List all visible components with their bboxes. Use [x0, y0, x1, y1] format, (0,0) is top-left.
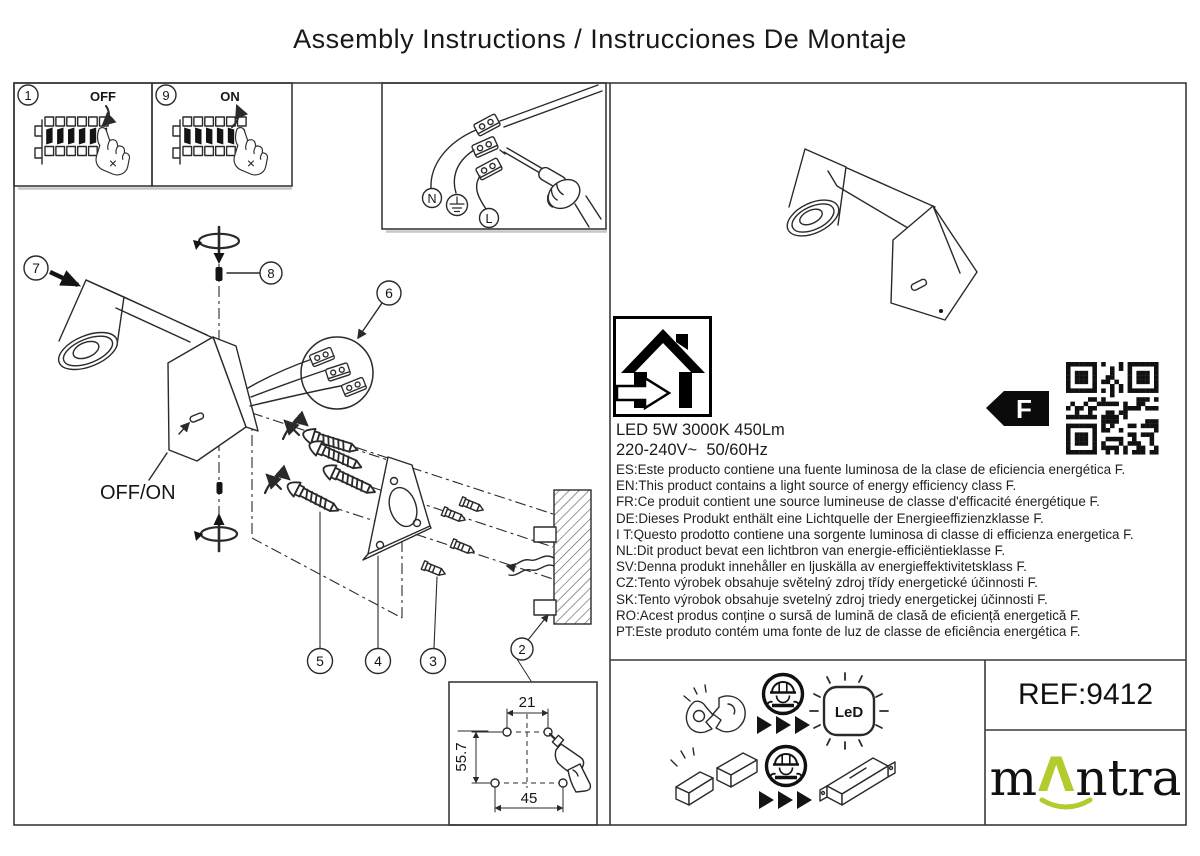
wall-section	[507, 490, 591, 624]
switch-label: OFF/ON	[100, 482, 176, 504]
screw-icon	[284, 478, 341, 518]
brand-m: m	[989, 748, 1038, 807]
twist-icon	[265, 475, 289, 493]
step1-off-label: OFF	[90, 89, 116, 104]
part6-number: 6	[385, 285, 393, 301]
step9-on-label: ON	[220, 89, 240, 104]
led-driver-icon	[820, 758, 895, 805]
indoor-use-icon	[615, 318, 711, 416]
qr-code	[1066, 362, 1159, 455]
drilling-template	[453, 694, 590, 812]
step9-number: 9	[162, 88, 170, 103]
energy-language-block	[616, 462, 1182, 640]
hand-icon	[234, 128, 267, 175]
broken-led-icon	[684, 685, 745, 733]
step9-breaker-on-panel	[156, 85, 267, 175]
wall-plug-icon	[421, 561, 447, 578]
part4-number: 4	[374, 653, 382, 669]
terminal-block-icon	[325, 363, 351, 382]
lang-line-ro: RO:Acest produs conține o sursă de lumină de clasă de eficiență energetică F.	[616, 607, 1081, 623]
brand-ntra: ntra	[1075, 748, 1182, 807]
lang-line-de: DE:Dieses Produkt enthält eine Lichtquelle der Energieeffizienzklasse F.	[616, 510, 1044, 526]
part5-number: 5	[316, 653, 324, 669]
energy-class-label	[986, 391, 1049, 426]
part7-number: 7	[32, 260, 40, 276]
terminal-block-icon	[471, 136, 498, 158]
part7-arrow	[50, 272, 78, 285]
part8-number: 8	[267, 266, 275, 281]
hand-icon	[96, 128, 129, 175]
set-screw-lower	[217, 482, 223, 494]
arrows-right-icon	[757, 716, 810, 734]
lang-line-it: I T:Questo prodotto contiene una sorgente luminosa di classe di efficienza energetica F.	[616, 526, 1134, 542]
broken-driver-icon	[671, 748, 757, 805]
part2-number: 2	[518, 642, 526, 657]
spec-voltage: 220-240V~ 50/60Hz	[616, 441, 768, 459]
page-title: Assembly Instructions / Instrucciones De Montaje	[293, 24, 907, 54]
led-module-icon	[810, 673, 888, 749]
lang-line-fr: FR:Ce produit contient une source lumineuse de classe d'efficacité énergétique F.	[616, 494, 1100, 510]
live-label: L	[485, 212, 493, 226]
terminal-block-icon	[341, 377, 367, 397]
neutral-label: N	[427, 192, 437, 206]
step1-breaker-off-panel	[18, 85, 129, 175]
lang-line-pt: PT:Este produto contém uma fonte de luz de classe de eficiência energética F.	[616, 624, 1081, 640]
lamp-exploded	[53, 280, 258, 461]
wall-plug-icon	[459, 497, 485, 514]
wall-plug-icon	[441, 507, 467, 524]
wall-plug-icon	[450, 539, 476, 556]
terminal-block-icon	[473, 114, 500, 137]
wiring-panel	[423, 85, 603, 228]
dim-55-7: 55.7	[453, 742, 470, 772]
rotate-screw-bottom-icon	[194, 513, 237, 551]
dim-21: 21	[518, 694, 536, 711]
lang-line-es: ES:Este producto contiene una fuente luminosa de la clase de eficiencia energética F.	[616, 462, 1126, 477]
spec-power: LED 5W 3000K 450Lm	[616, 421, 785, 439]
terminal-block-icon	[309, 347, 335, 367]
drill-icon	[550, 734, 590, 792]
lang-line-cz: CZ:Tento výrobek obsahuje světelný zdroj třídy energetické účinnosti F.	[616, 575, 1039, 591]
lang-line-nl: NL:Dit product bevat een lichtbron van energie-efficiëntieklasse F.	[616, 543, 1006, 559]
replace-led-pictograms	[671, 673, 895, 809]
brand-logo	[986, 731, 1185, 824]
lang-line-en: EN:This product contains a light source of energy efficiency class F.	[616, 478, 1017, 494]
brand-caret: Λ	[1038, 748, 1075, 803]
qualified-person-icon	[764, 675, 803, 714]
part3-number: 3	[429, 653, 437, 669]
arrows-right-icon	[759, 791, 812, 809]
step1-number: 1	[24, 88, 32, 103]
rotate-screw-top-icon	[193, 227, 239, 264]
assembled-lamp	[782, 149, 977, 320]
exploded-view	[24, 227, 591, 681]
set-screw-part8	[216, 267, 223, 281]
reference-number: REF:9412	[1017, 678, 1154, 711]
qualified-person-icon	[767, 747, 806, 786]
lang-line-sv: SV:Denna produkt innehåller en ljuskälla av energieffektivitetsklass F.	[616, 559, 1027, 575]
brand-smile-arc	[1038, 797, 1094, 815]
energy-class-letter: F	[1016, 394, 1032, 424]
wall-bracket	[363, 457, 431, 560]
led-label: LeD	[834, 704, 864, 721]
dim-45: 45	[520, 790, 538, 807]
lang-line-sk: SK:Tento výrobok obsahuje svetelný zdroj triedy energetickej účinnosti F.	[616, 591, 1048, 607]
